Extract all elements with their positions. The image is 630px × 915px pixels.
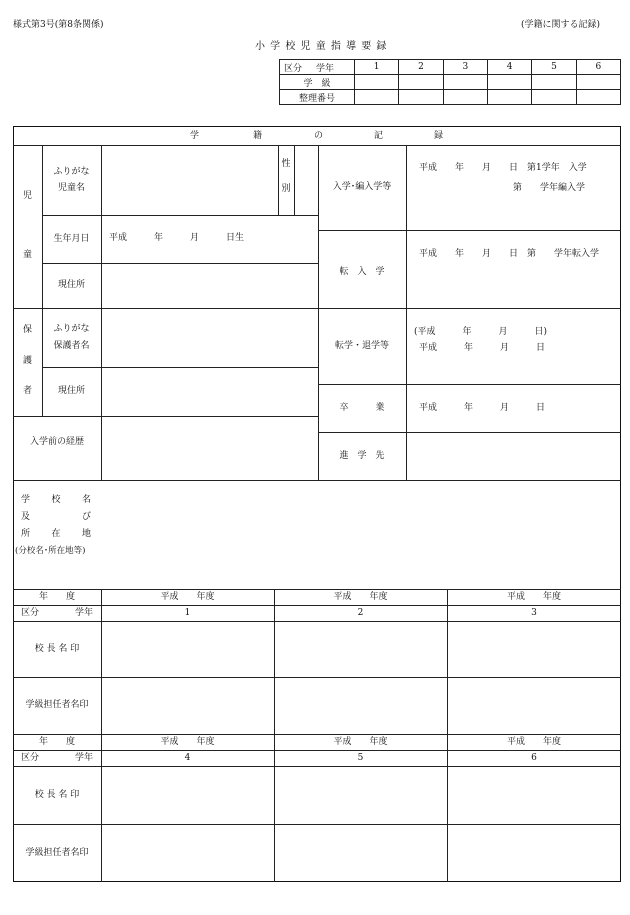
year-value-2[interactable]: 平成 年度 xyxy=(333,591,388,602)
teacher-seal-grade-1[interactable] xyxy=(102,678,273,733)
guardian-name-field[interactable] xyxy=(102,309,317,366)
class-cell-5[interactable] xyxy=(532,75,576,90)
class-cell-3[interactable] xyxy=(443,75,487,90)
guardian-name-label: ふりがな 保護者名 xyxy=(53,324,90,351)
transfer-out-label: 転学・退学等 xyxy=(334,340,389,351)
teacher-seal-grade-4[interactable] xyxy=(102,825,273,881)
serial-number-label: 整理番号 xyxy=(280,90,355,105)
prior-history-field[interactable] xyxy=(102,417,317,479)
year-value-6[interactable]: 平成 年度 xyxy=(506,736,561,747)
record-title-char-5: 録 xyxy=(434,131,444,141)
principal-seal-label-2: 校 長 名 印 xyxy=(34,789,80,800)
child-address-label: 現住所 xyxy=(57,280,85,291)
child-name-label: ふりがな 児童名 xyxy=(53,166,90,193)
grade-header-6: 6 xyxy=(576,60,620,75)
class-cell-4[interactable] xyxy=(487,75,531,90)
year-value-3[interactable]: 平成 年度 xyxy=(506,591,561,602)
division-grade-header: 区分 学年 xyxy=(280,60,355,75)
record-title-char-2: 籍 xyxy=(253,131,263,141)
birth-date-field[interactable]: 平成 年 月 日生 xyxy=(109,233,245,243)
next-school-label: 進 学 先 xyxy=(339,450,385,461)
transfer-in-line[interactable]: 平成 年 月 日 第 学年転入学 xyxy=(419,249,600,259)
principal-seal-label-1: 校 長 名 印 xyxy=(34,643,80,654)
guardian-address-field[interactable] xyxy=(102,368,317,415)
grade-header-4: 4 xyxy=(487,60,531,75)
form-number: 様式第3号(第8条関係) xyxy=(13,20,104,30)
prior-history-label: 入学前の経歴 xyxy=(29,436,84,447)
admission-line-1[interactable]: 平成 年 月 日 第1学年 入学 xyxy=(419,163,587,173)
class-cell-2[interactable] xyxy=(399,75,443,90)
serial-cell-2[interactable] xyxy=(399,90,443,105)
child-label: 児 童 xyxy=(22,191,32,260)
guardian-label: 保 護 者 xyxy=(22,325,32,396)
school-name-location-label: 学 校 名 及 び 所 在 地 (分校名･所在地等) xyxy=(15,495,91,556)
serial-cell-3[interactable] xyxy=(443,90,487,105)
division-grade-label-1: 区分 学年 xyxy=(21,607,93,618)
grade-2: 2 xyxy=(357,607,364,618)
grade-header-2: 2 xyxy=(399,60,443,75)
sex-field[interactable] xyxy=(295,146,317,214)
principal-seal-grade-4[interactable] xyxy=(102,767,273,823)
grade-1: 1 xyxy=(184,607,191,618)
next-school-field[interactable] xyxy=(407,433,620,479)
year-value-1[interactable]: 平成 年度 xyxy=(160,591,215,602)
page-title: 小 学 校 児 童 指 導 要 録 xyxy=(255,41,388,52)
year-value-5[interactable]: 平成 年度 xyxy=(333,736,388,747)
teacher-seal-grade-2[interactable] xyxy=(275,678,446,733)
principal-seal-grade-5[interactable] xyxy=(275,767,446,823)
class-table xyxy=(279,59,621,105)
sex-label: 性 別 xyxy=(281,159,291,194)
grade-5: 5 xyxy=(357,752,364,763)
document-type: (学籍に関する記録) xyxy=(520,20,600,30)
division-grade-label-2: 区分 学年 xyxy=(21,752,93,763)
serial-cell-1[interactable] xyxy=(355,90,399,105)
teacher-seal-label-2: 学級担任者名印 xyxy=(25,847,89,858)
principal-seal-grade-3[interactable] xyxy=(448,622,620,676)
record-title-char-4: 記 xyxy=(374,131,384,141)
birth-date-label: 生年月日 xyxy=(53,233,90,244)
grade-4: 4 xyxy=(184,752,191,763)
child-address-field[interactable] xyxy=(102,264,317,307)
child-name-field[interactable] xyxy=(102,146,277,214)
teacher-seal-grade-6[interactable] xyxy=(448,825,620,881)
graduation-line[interactable]: 平成 年 月 日 xyxy=(419,403,546,413)
year-label-2: 年 度 xyxy=(38,736,75,747)
principal-seal-grade-6[interactable] xyxy=(448,767,620,823)
guardian-address-label: 現住所 xyxy=(57,386,85,397)
transfer-out-line-2[interactable]: 平成 年 月 日 xyxy=(419,343,546,353)
serial-cell-5[interactable] xyxy=(532,90,576,105)
admission-label: 入学･編入学等 xyxy=(332,182,392,193)
record-title-char-3: の xyxy=(314,131,324,141)
serial-cell-6[interactable] xyxy=(576,90,620,105)
year-label-1: 年 度 xyxy=(38,591,75,602)
teacher-seal-grade-5[interactable] xyxy=(275,825,446,881)
record-title-char-1: 学 xyxy=(190,131,200,141)
teacher-seal-label-1: 学級担任者名印 xyxy=(25,700,89,711)
principal-seal-grade-2[interactable] xyxy=(275,622,446,676)
transfer-in-label: 転 入 学 xyxy=(339,266,385,277)
class-row-label: 学 級 xyxy=(280,75,355,90)
grade-3: 3 xyxy=(531,607,537,618)
principal-seal-grade-1[interactable] xyxy=(102,622,273,676)
transfer-out-line-1[interactable]: (平成 年 月 日) xyxy=(414,327,548,337)
teacher-seal-grade-3[interactable] xyxy=(448,678,620,733)
serial-cell-4[interactable] xyxy=(487,90,531,105)
grade-header-5: 5 xyxy=(532,60,576,75)
school-name-field[interactable] xyxy=(102,481,620,588)
graduation-label: 卒 業 xyxy=(339,402,385,413)
grade-6: 6 xyxy=(531,752,537,763)
class-cell-6[interactable] xyxy=(576,75,620,90)
year-value-4[interactable]: 平成 年度 xyxy=(160,736,215,747)
admission-line-2[interactable]: 第 学年編入学 xyxy=(513,183,586,193)
grade-header-3: 3 xyxy=(443,60,487,75)
class-cell-1[interactable] xyxy=(355,75,399,90)
grade-header-1: 1 xyxy=(355,60,399,75)
